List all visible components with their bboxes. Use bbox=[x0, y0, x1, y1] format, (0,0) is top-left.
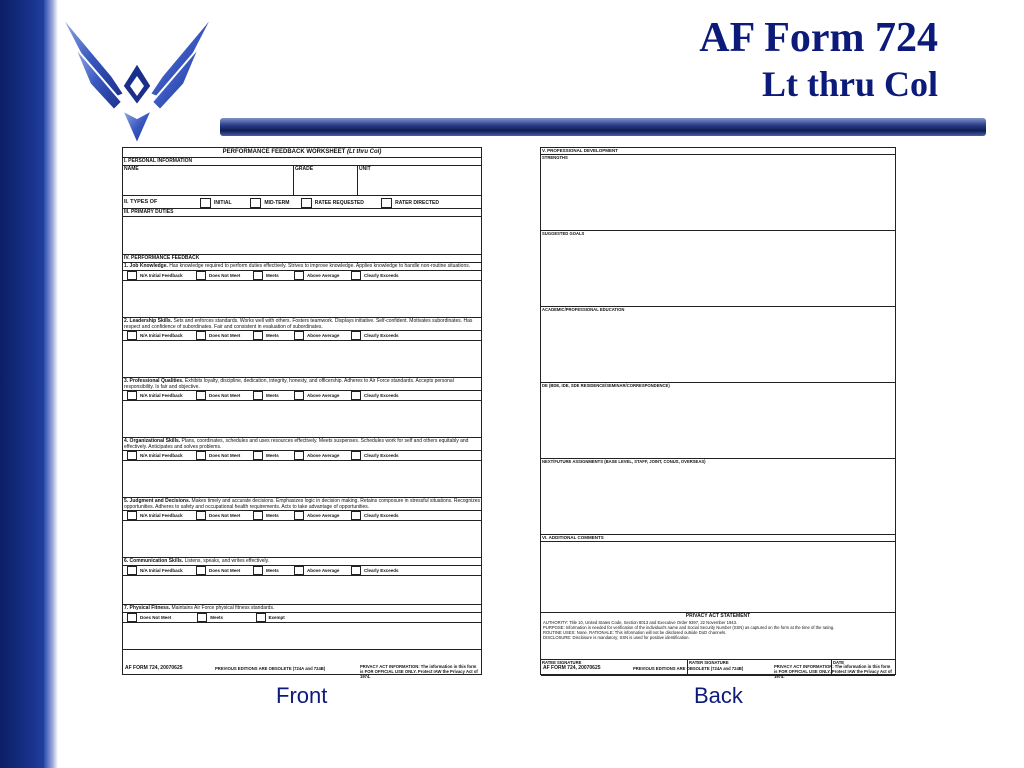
front-footer-prev: PREVIOUS EDITIONS ARE OBSOLETE (724A and 724B) bbox=[215, 666, 326, 671]
fitness-rating-label: Exempt bbox=[268, 615, 285, 620]
rating-label: Meets bbox=[266, 513, 279, 518]
rating-checkbox[interactable] bbox=[351, 566, 361, 575]
rating-label: Above Average bbox=[307, 513, 340, 518]
development-block-label: NEXT/FUTURE ASSIGNMENTS (BASE LEVEL, STAFF, JOINT, CONUS, OVERSEAS) bbox=[542, 459, 706, 464]
development-block[interactable] bbox=[541, 383, 895, 459]
rating-label: Does Not Meet bbox=[209, 453, 241, 458]
criterion-comment-area[interactable] bbox=[123, 401, 481, 437]
criterion-ratings bbox=[123, 451, 481, 461]
criterion-physical-fitness-title: 7. Physical Fitness. bbox=[124, 605, 171, 611]
rating-checkbox[interactable] bbox=[351, 331, 361, 340]
rating-label: N/A Initial Feedback bbox=[140, 393, 183, 398]
criterion-ratings bbox=[123, 511, 481, 521]
air-force-wings-logo-icon bbox=[52, 6, 222, 146]
slide-title-line2: Lt thru Col bbox=[761, 64, 938, 104]
criterion-text: Exhibits loyalty, discipline, dedication, integrity, honesty, and officership. Adheres to Air Force standards. Accepts personal responsibility. Is fair and objective. bbox=[124, 378, 454, 390]
criterion-comment-area[interactable] bbox=[123, 521, 481, 557]
criterion-title: 4. Organizational Skills. bbox=[124, 438, 181, 444]
development-block[interactable] bbox=[541, 155, 895, 231]
rating-label: N/A Initial Feedback bbox=[140, 273, 183, 278]
back-footer bbox=[541, 664, 895, 679]
rating-label: Does Not Meet bbox=[209, 333, 241, 338]
privacy-title: PRIVACY ACT STATEMENT bbox=[685, 613, 751, 619]
rating-checkbox[interactable] bbox=[294, 451, 304, 460]
rating-label: N/A Initial Feedback bbox=[140, 333, 183, 338]
criterion-text: Has knowledge required to perform duties effectively. Strives to improve knowledge. Applies knowledge to handle non-routine situations. bbox=[169, 263, 471, 269]
rating-label: Does Not Meet bbox=[209, 568, 241, 573]
rating-checkbox[interactable] bbox=[127, 451, 137, 460]
rating-checkbox[interactable] bbox=[196, 451, 206, 460]
rating-checkbox[interactable] bbox=[196, 511, 206, 520]
rating-checkbox[interactable] bbox=[196, 391, 206, 400]
criterion-text: Listens, speaks, and writes effectively. bbox=[184, 558, 270, 564]
privacy-line: DISCLOSURE: Disclosure is mandatory; SSN is used for positive identification. bbox=[543, 635, 690, 640]
rating-checkbox[interactable] bbox=[196, 566, 206, 575]
rating-label: Does Not Meet bbox=[209, 273, 241, 278]
section-primary-duties: III. PRIMARY DUTIES bbox=[123, 209, 481, 217]
fitness-rating-label: Does Not Meet bbox=[140, 615, 172, 620]
criterion-ratings bbox=[123, 331, 481, 341]
back-footer-prev: PREVIOUS EDITIONS ARE OBSOLETE (724A and 724B) bbox=[633, 666, 744, 671]
grade-cell[interactable] bbox=[293, 166, 357, 195]
criterion-block bbox=[123, 318, 481, 378]
rating-checkbox[interactable] bbox=[127, 511, 137, 520]
ratee-requested-checkbox[interactable] bbox=[301, 198, 312, 208]
primary-duties-area[interactable] bbox=[123, 217, 481, 255]
slide-title bbox=[699, 14, 938, 106]
grade-label: GRADE bbox=[295, 166, 314, 172]
development-block[interactable] bbox=[541, 307, 895, 383]
unit-cell[interactable] bbox=[357, 166, 481, 195]
criterion-title: 5. Judgment and Decisions. bbox=[124, 498, 191, 504]
rating-label: Meets bbox=[266, 453, 279, 458]
rating-label: Meets bbox=[266, 273, 279, 278]
rating-checkbox[interactable] bbox=[294, 391, 304, 400]
rating-checkbox[interactable] bbox=[253, 331, 263, 340]
types-options bbox=[197, 198, 439, 208]
rating-checkbox[interactable] bbox=[294, 566, 304, 575]
development-block-label: DE (BDE, IDE, SDE RESIDENCE/SEMINAR/CORRESPONDENCE) bbox=[542, 383, 670, 388]
development-block-label: STRENGTHS bbox=[542, 155, 568, 160]
rating-label: Meets bbox=[266, 568, 279, 573]
rating-label: Meets bbox=[266, 393, 279, 398]
rating-label: Above Average bbox=[307, 333, 340, 338]
criterion-title: 2. Leadership Skills. bbox=[124, 318, 173, 324]
rating-checkbox[interactable] bbox=[127, 331, 137, 340]
caption-front: Front bbox=[276, 683, 328, 708]
criterion-physical-fitness-text: Maintains Air Force physical fitness standards. bbox=[171, 605, 275, 611]
privacy-line: PURPOSE: Information is needed for verification of the individual's name and Social Security Number (SSN) as captured on the form at the time of the rating. bbox=[543, 625, 835, 630]
midterm-checkbox[interactable] bbox=[250, 198, 261, 208]
personal-info-row bbox=[123, 166, 481, 196]
type-ratee-requested: RATEE REQUESTED bbox=[314, 200, 364, 207]
criterion-header bbox=[123, 318, 481, 331]
criterion-block bbox=[123, 263, 481, 318]
fitness-rating-checkbox[interactable] bbox=[197, 613, 207, 622]
criteria-list bbox=[123, 263, 481, 605]
front-footer-privacy: PRIVACY ACT INFORMATION: The information in this form is FOR OFFICIAL USE ONLY. Protect IAW the Privacy Act of 1974. bbox=[360, 664, 478, 679]
privacy-act-statement bbox=[541, 613, 895, 660]
privacy-line: ROUTINE USES: None. RATIONALE: This information will not be disclosed outside DoD channels. bbox=[543, 630, 727, 635]
rating-label: Clearly Exceeds bbox=[364, 453, 399, 458]
fitness-comment-area[interactable] bbox=[123, 623, 481, 649]
type-initial: INITIAL bbox=[214, 200, 232, 207]
unit-label: UNIT bbox=[359, 166, 371, 172]
section-personal-info: I. PERSONAL INFORMATION bbox=[123, 158, 481, 166]
rating-label: Clearly Exceeds bbox=[364, 273, 399, 278]
rating-checkbox[interactable] bbox=[127, 271, 137, 280]
criterion-header bbox=[123, 558, 481, 566]
rating-label: Clearly Exceeds bbox=[364, 393, 399, 398]
privacy-line: AUTHORITY: Title 10, United States Code, Section 8013 and Executive Order 9397, 22 November 1943. bbox=[543, 620, 738, 625]
rating-label: N/A Initial Feedback bbox=[140, 568, 183, 573]
development-block-label: SUGGESTED GOALS bbox=[542, 231, 585, 236]
initial-checkbox[interactable] bbox=[200, 198, 211, 208]
ratee-signature-label: RATEE SIGNATURE bbox=[542, 660, 582, 665]
criterion-text: Plans, coordinates, schedules and uses resources effectively. Meets suspenses. Schedules work for self and others equitably and effectively. Anticipates and solves problems. bbox=[124, 438, 469, 450]
fitness-rating-checkbox[interactable] bbox=[127, 613, 137, 622]
criterion-header bbox=[123, 263, 481, 271]
additional-comments-area[interactable] bbox=[541, 542, 895, 613]
rater-signature-label: RATER SIGNATURE bbox=[689, 660, 729, 665]
title-divider-bar bbox=[220, 118, 986, 136]
development-blocks bbox=[541, 155, 895, 535]
slide-title-line1: AF Form 724 bbox=[699, 15, 938, 61]
criterion-physical-fitness bbox=[123, 605, 481, 650]
rating-label: Clearly Exceeds bbox=[364, 333, 399, 338]
criterion-title: 3. Professional Qualities. bbox=[124, 378, 184, 384]
development-block-label: ACADEMIC/PROFESSIONAL EDUCATION bbox=[542, 307, 625, 312]
type-midterm: MID-TERM bbox=[264, 200, 290, 207]
fitness-rating-checkbox[interactable] bbox=[256, 613, 266, 622]
rating-checkbox[interactable] bbox=[294, 511, 304, 520]
rating-label: N/A Initial Feedback bbox=[140, 453, 183, 458]
date-label: DATE bbox=[833, 660, 845, 665]
criterion-block bbox=[123, 498, 481, 558]
criterion-header bbox=[123, 498, 481, 511]
criterion-title: 6. Communication Skills. bbox=[124, 558, 184, 564]
criterion-header bbox=[123, 438, 481, 451]
form-title-suffix: (Lt thru Col) bbox=[347, 149, 382, 155]
criterion-ratings bbox=[123, 271, 481, 281]
criterion-physical-fitness-header bbox=[123, 605, 481, 613]
rating-label: Above Average bbox=[307, 453, 340, 458]
criterion-comment-area[interactable] bbox=[123, 281, 481, 317]
name-label: NAME bbox=[124, 166, 139, 172]
criterion-ratings bbox=[123, 566, 481, 576]
criterion-text: Makes timely and accurate decisions. Emphasizes logic in decision making. Retains composure in stressful situations. Recognizes opportunities. Adheres to safety and occupational health requirements. Acts to take advantage of opportunities. bbox=[124, 498, 480, 510]
rating-checkbox[interactable] bbox=[127, 391, 137, 400]
rating-label: Above Average bbox=[307, 273, 340, 278]
section-professional-development: V. PROFESSIONAL DEVELOPMENT bbox=[541, 148, 895, 155]
rating-label: Clearly Exceeds bbox=[364, 513, 399, 518]
rating-label: Clearly Exceeds bbox=[364, 568, 399, 573]
rating-checkbox[interactable] bbox=[294, 271, 304, 280]
rating-label: Above Average bbox=[307, 568, 340, 573]
criterion-ratings bbox=[123, 391, 481, 401]
rating-checkbox[interactable] bbox=[253, 271, 263, 280]
rating-checkbox[interactable] bbox=[294, 331, 304, 340]
rating-checkbox[interactable] bbox=[351, 391, 361, 400]
rating-label: Above Average bbox=[307, 393, 340, 398]
form-title-main: PERFORMANCE FEEDBACK WORKSHEET bbox=[222, 149, 346, 155]
caption-back: Back bbox=[694, 683, 743, 708]
front-footer-form: AF FORM 724, 20070625 bbox=[125, 665, 183, 671]
development-block[interactable] bbox=[541, 459, 895, 535]
criterion-block bbox=[123, 438, 481, 498]
rating-checkbox[interactable] bbox=[253, 451, 263, 460]
rating-label: Does Not Meet bbox=[209, 513, 241, 518]
criterion-comment-area[interactable] bbox=[123, 461, 481, 497]
rating-checkbox[interactable] bbox=[351, 511, 361, 520]
form-title bbox=[123, 148, 481, 158]
rating-checkbox[interactable] bbox=[253, 566, 263, 575]
rating-checkbox[interactable] bbox=[351, 451, 361, 460]
criterion-block bbox=[123, 378, 481, 438]
rating-label: Does Not Meet bbox=[209, 393, 241, 398]
rater-directed-checkbox[interactable] bbox=[381, 198, 392, 208]
types-label: II. TYPES OF bbox=[124, 199, 158, 205]
criterion-text: Sets and enforces standards. Works well with others. Fosters teamwork. Displays initiative. Self-confident. Motivates subordinates. Has respect and confidence of subordinates. Fair and consistent in evaluation of subordinates. bbox=[124, 318, 473, 330]
criterion-comment-area[interactable] bbox=[123, 576, 481, 604]
fitness-ratings bbox=[123, 613, 481, 623]
back-footer-form: AF FORM 724, 20070625 bbox=[543, 665, 601, 671]
type-rater-directed: RATER DIRECTED bbox=[395, 200, 439, 207]
types-row bbox=[123, 196, 481, 209]
slide-sidebar-band bbox=[0, 0, 56, 768]
form-front-page bbox=[122, 147, 482, 679]
rating-checkbox[interactable] bbox=[253, 391, 263, 400]
criterion-header bbox=[123, 378, 481, 391]
rating-label: N/A Initial Feedback bbox=[140, 513, 183, 518]
form-back-page bbox=[540, 147, 896, 679]
front-footer bbox=[123, 664, 481, 679]
development-block[interactable] bbox=[541, 231, 895, 307]
rating-checkbox[interactable] bbox=[351, 271, 361, 280]
rating-label: Meets bbox=[266, 333, 279, 338]
rating-checkbox[interactable] bbox=[253, 511, 263, 520]
rating-checkbox[interactable] bbox=[196, 331, 206, 340]
rating-checkbox[interactable] bbox=[196, 271, 206, 280]
section-performance-feedback: IV. PERFORMANCE FEEDBACK bbox=[123, 255, 481, 263]
criterion-comment-area[interactable] bbox=[123, 341, 481, 377]
criterion-block bbox=[123, 558, 481, 605]
rating-checkbox[interactable] bbox=[127, 566, 137, 575]
criterion-title: 1. Job Knowledge. bbox=[124, 263, 168, 269]
section-additional-comments: VI. ADDITIONAL COMMENTS bbox=[541, 535, 895, 542]
fitness-rating-label: Meets bbox=[210, 615, 224, 620]
back-footer-privacy: PRIVACY ACT INFORMATION: The information in this form is FOR OFFICIAL USE ONLY. Protect IAW the Privacy Act of 1974. bbox=[774, 664, 892, 679]
